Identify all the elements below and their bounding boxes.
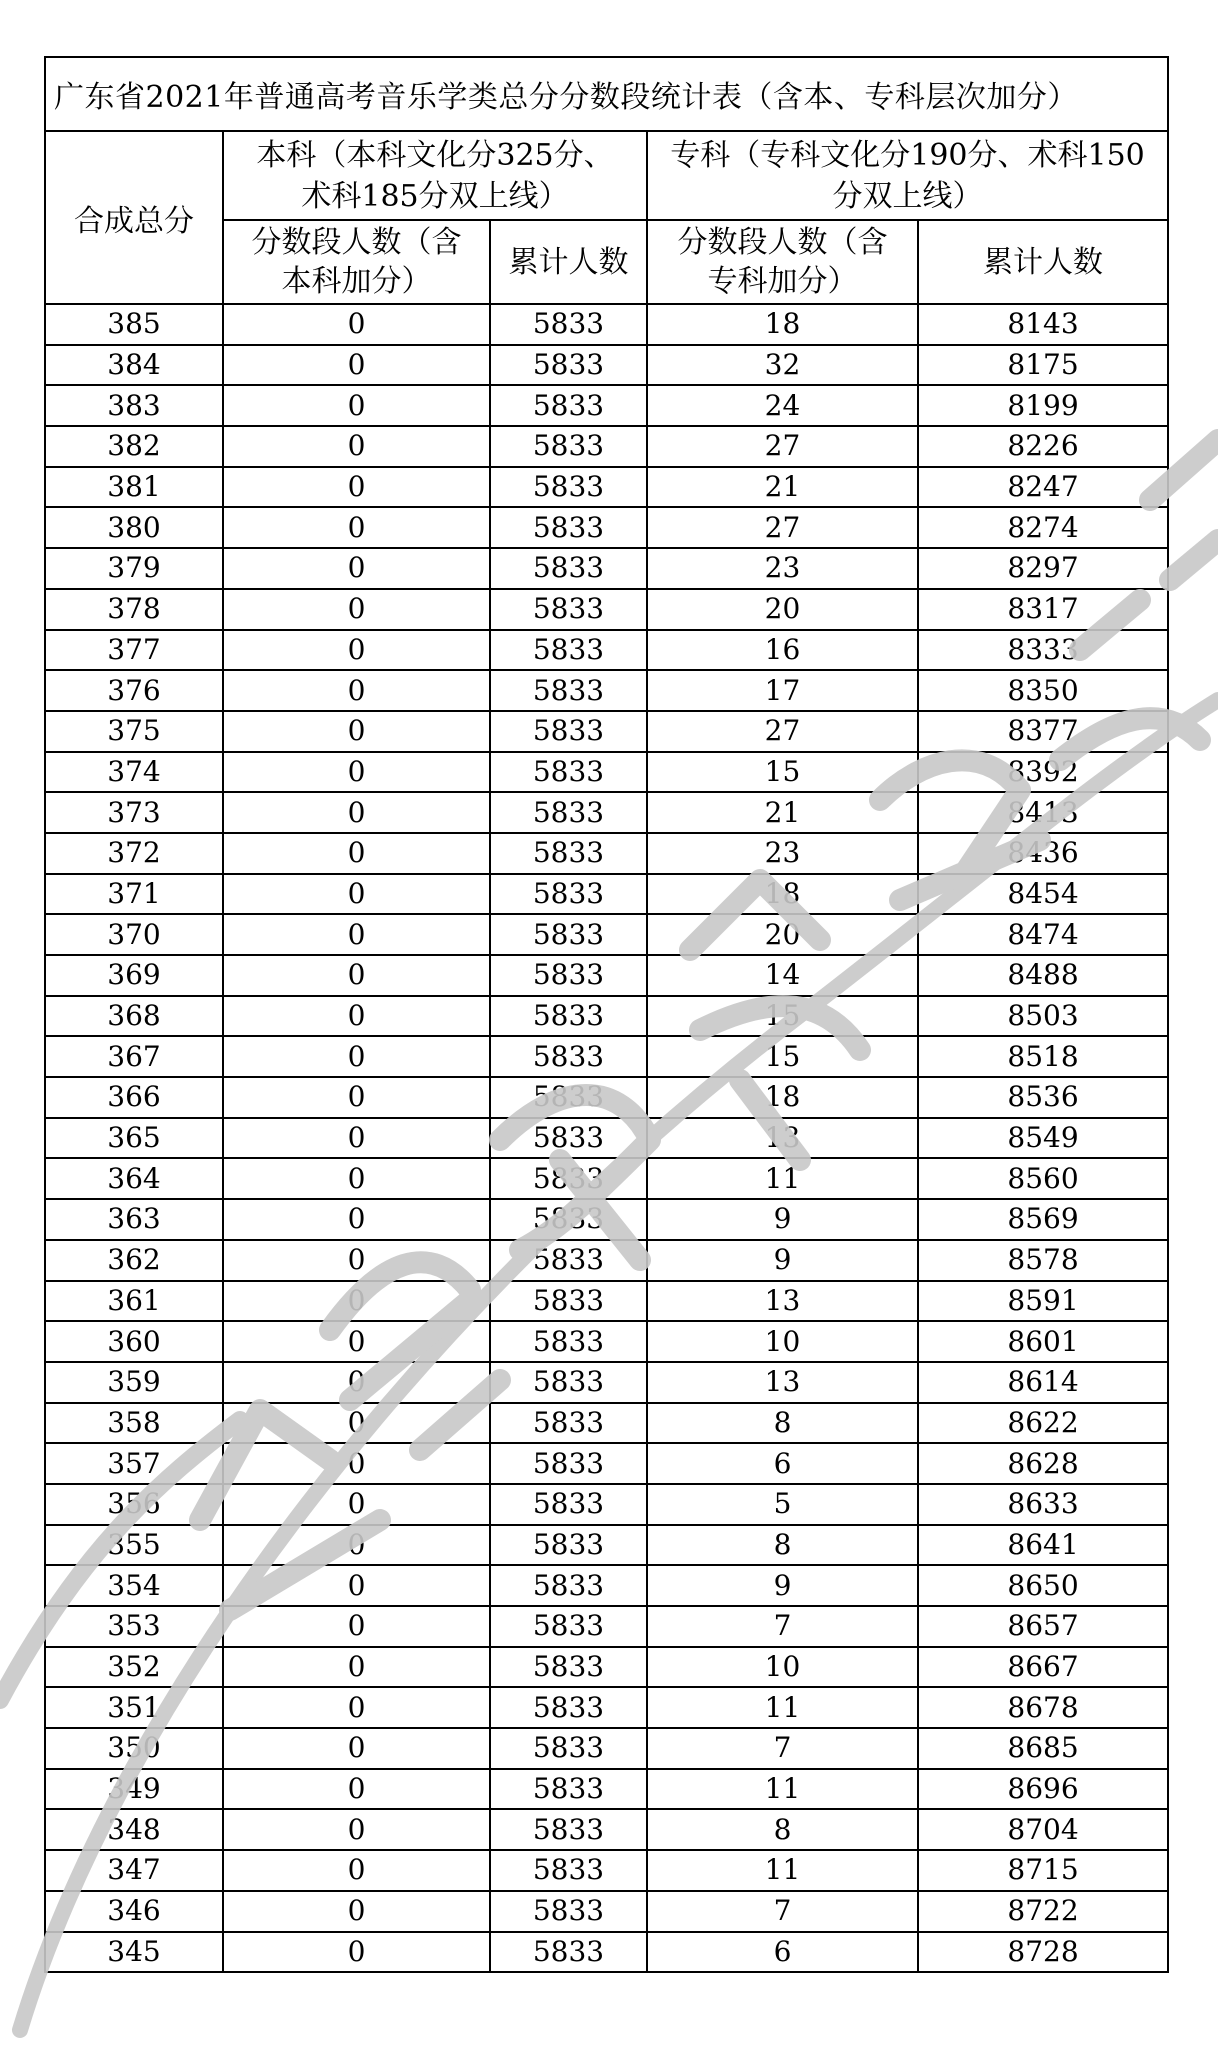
junior-count-cell: 7 xyxy=(647,1606,918,1647)
undergrad-count-cell: 0 xyxy=(223,1850,490,1891)
undergrad-cumulative-cell: 5833 xyxy=(490,1240,647,1281)
undergrad-count-cell: 0 xyxy=(223,1525,490,1566)
undergrad-cumulative-cell: 5833 xyxy=(490,1525,647,1566)
undergrad-cumulative-cell: 5833 xyxy=(490,507,647,548)
table-row xyxy=(45,345,1168,386)
junior-count-cell: 15 xyxy=(647,996,918,1037)
junior-count-cell: 18 xyxy=(647,1077,918,1118)
junior-count-header xyxy=(647,220,918,304)
score-cell: 358 xyxy=(45,1403,223,1444)
undergrad-count-cell: 0 xyxy=(223,1118,490,1159)
score-cell: 378 xyxy=(45,589,223,630)
undergrad-count-cell: 0 xyxy=(223,1932,490,1973)
junior-count-cell: 18 xyxy=(647,304,918,345)
score-cell: 370 xyxy=(45,914,223,955)
score-cell: 385 xyxy=(45,304,223,345)
junior-count-cell: 11 xyxy=(647,1687,918,1728)
undergrad-cumulative-cell: 5833 xyxy=(490,1606,647,1647)
undergrad-cumulative-cell: 5833 xyxy=(490,1118,647,1159)
score-cell: 364 xyxy=(45,1158,223,1199)
undergrad-cumulative-cell: 5833 xyxy=(490,752,647,793)
undergrad-cumulative-cell: 5833 xyxy=(490,345,647,386)
undergrad-count-cell: 0 xyxy=(223,1565,490,1606)
undergrad-count-cell: 0 xyxy=(223,670,490,711)
undergrad-count-cell: 0 xyxy=(223,914,490,955)
score-cell: 356 xyxy=(45,1484,223,1525)
undergrad-cumulative-cell: 5833 xyxy=(490,914,647,955)
undergrad-count-cell: 0 xyxy=(223,426,490,467)
table-row xyxy=(45,1158,1168,1199)
junior-count-cell: 8 xyxy=(647,1809,918,1850)
score-column-header: 合成总分 xyxy=(45,131,223,304)
junior-cumulative-header: 累计人数 xyxy=(918,220,1168,304)
score-cell: 381 xyxy=(45,467,223,508)
junior-cumulative-cell: 8591 xyxy=(918,1281,1168,1322)
table-row xyxy=(45,1484,1168,1525)
junior-cumulative-cell: 8297 xyxy=(918,548,1168,589)
junior-count-cell: 11 xyxy=(647,1158,918,1199)
score-cell: 373 xyxy=(45,792,223,833)
undergrad-cumulative-cell: 5833 xyxy=(490,792,647,833)
junior-cumulative-cell: 8704 xyxy=(918,1809,1168,1850)
undergrad-count-cell: 0 xyxy=(223,385,490,426)
undergrad-count-cell: 0 xyxy=(223,1240,490,1281)
undergrad-count-cell: 0 xyxy=(223,1443,490,1484)
score-cell: 361 xyxy=(45,1281,223,1322)
junior-cumulative-cell: 8274 xyxy=(918,507,1168,548)
junior-group-header xyxy=(647,131,1168,220)
table-row xyxy=(45,548,1168,589)
score-cell: 368 xyxy=(45,996,223,1037)
junior-cumulative-cell: 8601 xyxy=(918,1321,1168,1362)
table-row xyxy=(45,1728,1168,1769)
score-cell: 384 xyxy=(45,345,223,386)
junior-count-cell: 27 xyxy=(647,426,918,467)
undergrad-count-cell: 0 xyxy=(223,1728,490,1769)
junior-count-cell: 11 xyxy=(647,1850,918,1891)
score-cell: 345 xyxy=(45,1932,223,1973)
junior-count-cell: 21 xyxy=(647,792,918,833)
junior-cumulative-cell: 8650 xyxy=(918,1565,1168,1606)
undergrad-count-cell: 0 xyxy=(223,304,490,345)
undergrad-count-cell: 0 xyxy=(223,1606,490,1647)
undergrad-cumulative-cell: 5833 xyxy=(490,874,647,915)
score-cell: 377 xyxy=(45,630,223,671)
junior-count-cell: 18 xyxy=(647,874,918,915)
junior-count-cell: 13 xyxy=(647,1281,918,1322)
table-row xyxy=(45,1321,1168,1362)
undergrad-count-cell: 0 xyxy=(223,548,490,589)
table-row xyxy=(45,1403,1168,1444)
score-cell: 365 xyxy=(45,1118,223,1159)
score-cell: 379 xyxy=(45,548,223,589)
table-row xyxy=(45,1891,1168,1932)
junior-count-cell: 13 xyxy=(647,1362,918,1403)
undergrad-count-cell: 0 xyxy=(223,711,490,752)
score-cell: 357 xyxy=(45,1443,223,1484)
junior-cumulative-cell: 8569 xyxy=(918,1199,1168,1240)
table-row xyxy=(45,1362,1168,1403)
junior-count-cell: 9 xyxy=(647,1565,918,1606)
junior-count-cell: 10 xyxy=(647,1647,918,1688)
undergrad-cumulative-cell: 5833 xyxy=(490,1565,647,1606)
table-row xyxy=(45,304,1168,345)
undergrad-cumulative-cell: 5833 xyxy=(490,1036,647,1077)
junior-cumulative-cell: 8728 xyxy=(918,1932,1168,1973)
score-cell: 362 xyxy=(45,1240,223,1281)
undergrad-count-cell: 0 xyxy=(223,1891,490,1932)
undergrad-count-cell: 0 xyxy=(223,833,490,874)
junior-count-cell: 6 xyxy=(647,1932,918,1973)
junior-cumulative-cell: 8614 xyxy=(918,1362,1168,1403)
undergrad-cumulative-cell: 5833 xyxy=(490,670,647,711)
undergrad-count-cell: 0 xyxy=(223,1809,490,1850)
table-row xyxy=(45,1199,1168,1240)
junior-cumulative-cell: 8488 xyxy=(918,955,1168,996)
undergrad-cumulative-cell: 5833 xyxy=(490,1728,647,1769)
undergrad-count-cell: 0 xyxy=(223,507,490,548)
table-row xyxy=(45,1606,1168,1647)
junior-count-header-line1: 分数段人数（含 xyxy=(677,225,888,260)
score-distribution-table xyxy=(44,56,1169,1973)
junior-cumulative-cell: 8226 xyxy=(918,426,1168,467)
junior-count-cell: 23 xyxy=(647,548,918,589)
junior-cumulative-cell: 8641 xyxy=(918,1525,1168,1566)
junior-count-cell: 15 xyxy=(647,752,918,793)
score-cell: 372 xyxy=(45,833,223,874)
junior-count-cell: 7 xyxy=(647,1728,918,1769)
table-header xyxy=(45,57,1168,304)
undergrad-cumulative-cell: 5833 xyxy=(490,1077,647,1118)
score-cell: 363 xyxy=(45,1199,223,1240)
table-row xyxy=(45,1281,1168,1322)
junior-cumulative-cell: 8667 xyxy=(918,1647,1168,1688)
undergrad-count-cell: 0 xyxy=(223,874,490,915)
junior-count-cell: 15 xyxy=(647,1036,918,1077)
undergrad-cumulative-header: 累计人数 xyxy=(490,220,647,304)
undergrad-cumulative-cell: 5833 xyxy=(490,589,647,630)
junior-cumulative-cell: 8350 xyxy=(918,670,1168,711)
junior-count-cell: 6 xyxy=(647,1443,918,1484)
undergrad-cumulative-cell: 5833 xyxy=(490,1158,647,1199)
undergrad-count-cell: 0 xyxy=(223,996,490,1037)
undergrad-count-cell: 0 xyxy=(223,752,490,793)
junior-count-cell: 7 xyxy=(647,1891,918,1932)
junior-cumulative-cell: 8518 xyxy=(918,1036,1168,1077)
junior-count-cell: 16 xyxy=(647,630,918,671)
table-row xyxy=(45,996,1168,1037)
table-row xyxy=(45,1687,1168,1728)
undergrad-cumulative-cell: 5833 xyxy=(490,955,647,996)
undergrad-count-cell: 0 xyxy=(223,1647,490,1688)
undergrad-group-header-line1: 本科（本科文化分325分、 xyxy=(256,137,614,173)
table-row xyxy=(45,955,1168,996)
undergrad-cumulative-cell: 5833 xyxy=(490,1687,647,1728)
junior-count-cell: 14 xyxy=(647,955,918,996)
table-title: 广东省2021年普通高考音乐学类总分分数段统计表（含本、专科层次加分） xyxy=(45,57,1168,131)
table-row xyxy=(45,914,1168,955)
undergrad-cumulative-cell: 5833 xyxy=(490,711,647,752)
table-row xyxy=(45,670,1168,711)
score-cell: 374 xyxy=(45,752,223,793)
score-cell: 366 xyxy=(45,1077,223,1118)
undergrad-count-cell: 0 xyxy=(223,1321,490,1362)
score-cell: 380 xyxy=(45,507,223,548)
junior-count-cell: 8 xyxy=(647,1403,918,1444)
junior-cumulative-cell: 8143 xyxy=(918,304,1168,345)
undergrad-count-cell: 0 xyxy=(223,467,490,508)
junior-count-cell: 32 xyxy=(647,345,918,386)
table-row xyxy=(45,1240,1168,1281)
undergrad-cumulative-cell: 5833 xyxy=(490,548,647,589)
score-cell: 375 xyxy=(45,711,223,752)
junior-cumulative-cell: 8317 xyxy=(918,589,1168,630)
undergrad-count-cell: 0 xyxy=(223,1199,490,1240)
undergrad-cumulative-cell: 5833 xyxy=(490,1362,647,1403)
junior-group-header-line2: 分双上线） xyxy=(832,178,983,214)
score-cell: 347 xyxy=(45,1850,223,1891)
undergrad-cumulative-cell: 5833 xyxy=(490,1281,647,1322)
undergrad-cumulative-cell: 5833 xyxy=(490,1932,647,1973)
undergrad-count-cell: 0 xyxy=(223,1362,490,1403)
junior-cumulative-cell: 8199 xyxy=(918,385,1168,426)
table-body xyxy=(45,304,1168,1972)
score-cell: 352 xyxy=(45,1647,223,1688)
junior-count-cell: 27 xyxy=(647,507,918,548)
junior-count-cell: 20 xyxy=(647,589,918,630)
junior-cumulative-cell: 8715 xyxy=(918,1850,1168,1891)
junior-count-cell: 17 xyxy=(647,670,918,711)
undergrad-count-cell: 0 xyxy=(223,1769,490,1810)
undergrad-count-cell: 0 xyxy=(223,1687,490,1728)
undergrad-count-cell: 0 xyxy=(223,792,490,833)
undergrad-cumulative-cell: 5833 xyxy=(490,426,647,467)
undergrad-count-cell: 0 xyxy=(223,1403,490,1444)
table-row xyxy=(45,752,1168,793)
junior-cumulative-cell: 8633 xyxy=(918,1484,1168,1525)
score-cell: 359 xyxy=(45,1362,223,1403)
score-cell: 383 xyxy=(45,385,223,426)
junior-count-cell: 24 xyxy=(647,385,918,426)
table-row xyxy=(45,874,1168,915)
junior-cumulative-cell: 8392 xyxy=(918,752,1168,793)
undergrad-count-cell: 0 xyxy=(223,1281,490,1322)
table-row xyxy=(45,385,1168,426)
undergrad-count-cell: 0 xyxy=(223,345,490,386)
table-row xyxy=(45,589,1168,630)
score-cell: 350 xyxy=(45,1728,223,1769)
score-cell: 369 xyxy=(45,955,223,996)
junior-cumulative-cell: 8377 xyxy=(918,711,1168,752)
undergrad-count-cell: 0 xyxy=(223,1077,490,1118)
undergrad-group-header xyxy=(223,131,647,220)
table-row xyxy=(45,507,1168,548)
junior-cumulative-cell: 8560 xyxy=(918,1158,1168,1199)
junior-cumulative-cell: 8578 xyxy=(918,1240,1168,1281)
undergrad-cumulative-cell: 5833 xyxy=(490,1850,647,1891)
table-row xyxy=(45,1565,1168,1606)
score-cell: 360 xyxy=(45,1321,223,1362)
table-row xyxy=(45,1036,1168,1077)
score-cell: 351 xyxy=(45,1687,223,1728)
undergrad-cumulative-cell: 5833 xyxy=(490,1321,647,1362)
junior-cumulative-cell: 8678 xyxy=(918,1687,1168,1728)
junior-cumulative-cell: 8536 xyxy=(918,1077,1168,1118)
table-row xyxy=(45,1769,1168,1810)
junior-cumulative-cell: 8247 xyxy=(918,467,1168,508)
junior-count-header-line2: 专科加分） xyxy=(707,264,858,299)
table-row xyxy=(45,1850,1168,1891)
undergrad-count-header-line2: 本科加分） xyxy=(281,264,432,299)
undergrad-count-cell: 0 xyxy=(223,955,490,996)
table-row xyxy=(45,630,1168,671)
junior-count-cell: 10 xyxy=(647,1321,918,1362)
score-cell: 346 xyxy=(45,1891,223,1932)
undergrad-cumulative-cell: 5833 xyxy=(490,630,647,671)
score-cell: 348 xyxy=(45,1809,223,1850)
junior-cumulative-cell: 8454 xyxy=(918,874,1168,915)
table-row xyxy=(45,1932,1168,1973)
undergrad-cumulative-cell: 5833 xyxy=(490,1403,647,1444)
table-row xyxy=(45,1525,1168,1566)
junior-cumulative-cell: 8722 xyxy=(918,1891,1168,1932)
junior-count-cell: 11 xyxy=(647,1769,918,1810)
score-cell: 349 xyxy=(45,1769,223,1810)
score-cell: 382 xyxy=(45,426,223,467)
junior-count-cell: 20 xyxy=(647,914,918,955)
undergrad-cumulative-cell: 5833 xyxy=(490,1647,647,1688)
table-row xyxy=(45,1443,1168,1484)
undergrad-cumulative-cell: 5833 xyxy=(490,1769,647,1810)
junior-count-cell: 9 xyxy=(647,1240,918,1281)
undergrad-cumulative-cell: 5833 xyxy=(490,385,647,426)
junior-count-cell: 27 xyxy=(647,711,918,752)
junior-cumulative-cell: 8657 xyxy=(918,1606,1168,1647)
junior-count-cell: 8 xyxy=(647,1525,918,1566)
score-cell: 353 xyxy=(45,1606,223,1647)
table-row xyxy=(45,1077,1168,1118)
score-cell: 355 xyxy=(45,1525,223,1566)
table-row xyxy=(45,833,1168,874)
undergrad-cumulative-cell: 5833 xyxy=(490,304,647,345)
score-cell: 354 xyxy=(45,1565,223,1606)
score-cell: 367 xyxy=(45,1036,223,1077)
undergrad-cumulative-cell: 5833 xyxy=(490,1891,647,1932)
table-row xyxy=(45,792,1168,833)
table-row xyxy=(45,1809,1168,1850)
junior-count-cell: 5 xyxy=(647,1484,918,1525)
junior-cumulative-cell: 8685 xyxy=(918,1728,1168,1769)
junior-cumulative-cell: 8413 xyxy=(918,792,1168,833)
table-row xyxy=(45,1647,1168,1688)
undergrad-count-header-line1: 分数段人数（含 xyxy=(251,225,462,260)
junior-cumulative-cell: 8503 xyxy=(918,996,1168,1037)
junior-group-header-line1: 专科（专科文化分190分、术科150 xyxy=(670,137,1145,173)
junior-cumulative-cell: 8333 xyxy=(918,630,1168,671)
undergrad-group-header-line2: 术科185分双上线） xyxy=(301,178,569,214)
undergrad-cumulative-cell: 5833 xyxy=(490,1443,647,1484)
undergrad-cumulative-cell: 5833 xyxy=(490,467,647,508)
table-row xyxy=(45,711,1168,752)
table-row xyxy=(45,426,1168,467)
junior-cumulative-cell: 8622 xyxy=(918,1403,1168,1444)
undergrad-cumulative-cell: 5833 xyxy=(490,1199,647,1240)
junior-cumulative-cell: 8696 xyxy=(918,1769,1168,1810)
undergrad-cumulative-cell: 5833 xyxy=(490,996,647,1037)
undergrad-cumulative-cell: 5833 xyxy=(490,1484,647,1525)
table-row xyxy=(45,1118,1168,1159)
junior-cumulative-cell: 8175 xyxy=(918,345,1168,386)
junior-cumulative-cell: 8628 xyxy=(918,1443,1168,1484)
table-row xyxy=(45,467,1168,508)
undergrad-count-cell: 0 xyxy=(223,630,490,671)
junior-cumulative-cell: 8474 xyxy=(918,914,1168,955)
junior-count-cell: 23 xyxy=(647,833,918,874)
score-cell: 371 xyxy=(45,874,223,915)
undergrad-count-header xyxy=(223,220,490,304)
undergrad-count-cell: 0 xyxy=(223,589,490,630)
junior-count-cell: 9 xyxy=(647,1199,918,1240)
score-cell: 376 xyxy=(45,670,223,711)
junior-cumulative-cell: 8436 xyxy=(918,833,1168,874)
undergrad-cumulative-cell: 5833 xyxy=(490,833,647,874)
junior-count-cell: 21 xyxy=(647,467,918,508)
undergrad-count-cell: 0 xyxy=(223,1036,490,1077)
undergrad-count-cell: 0 xyxy=(223,1158,490,1199)
junior-count-cell: 13 xyxy=(647,1118,918,1159)
undergrad-cumulative-cell: 5833 xyxy=(490,1809,647,1850)
junior-cumulative-cell: 8549 xyxy=(918,1118,1168,1159)
undergrad-count-cell: 0 xyxy=(223,1484,490,1525)
